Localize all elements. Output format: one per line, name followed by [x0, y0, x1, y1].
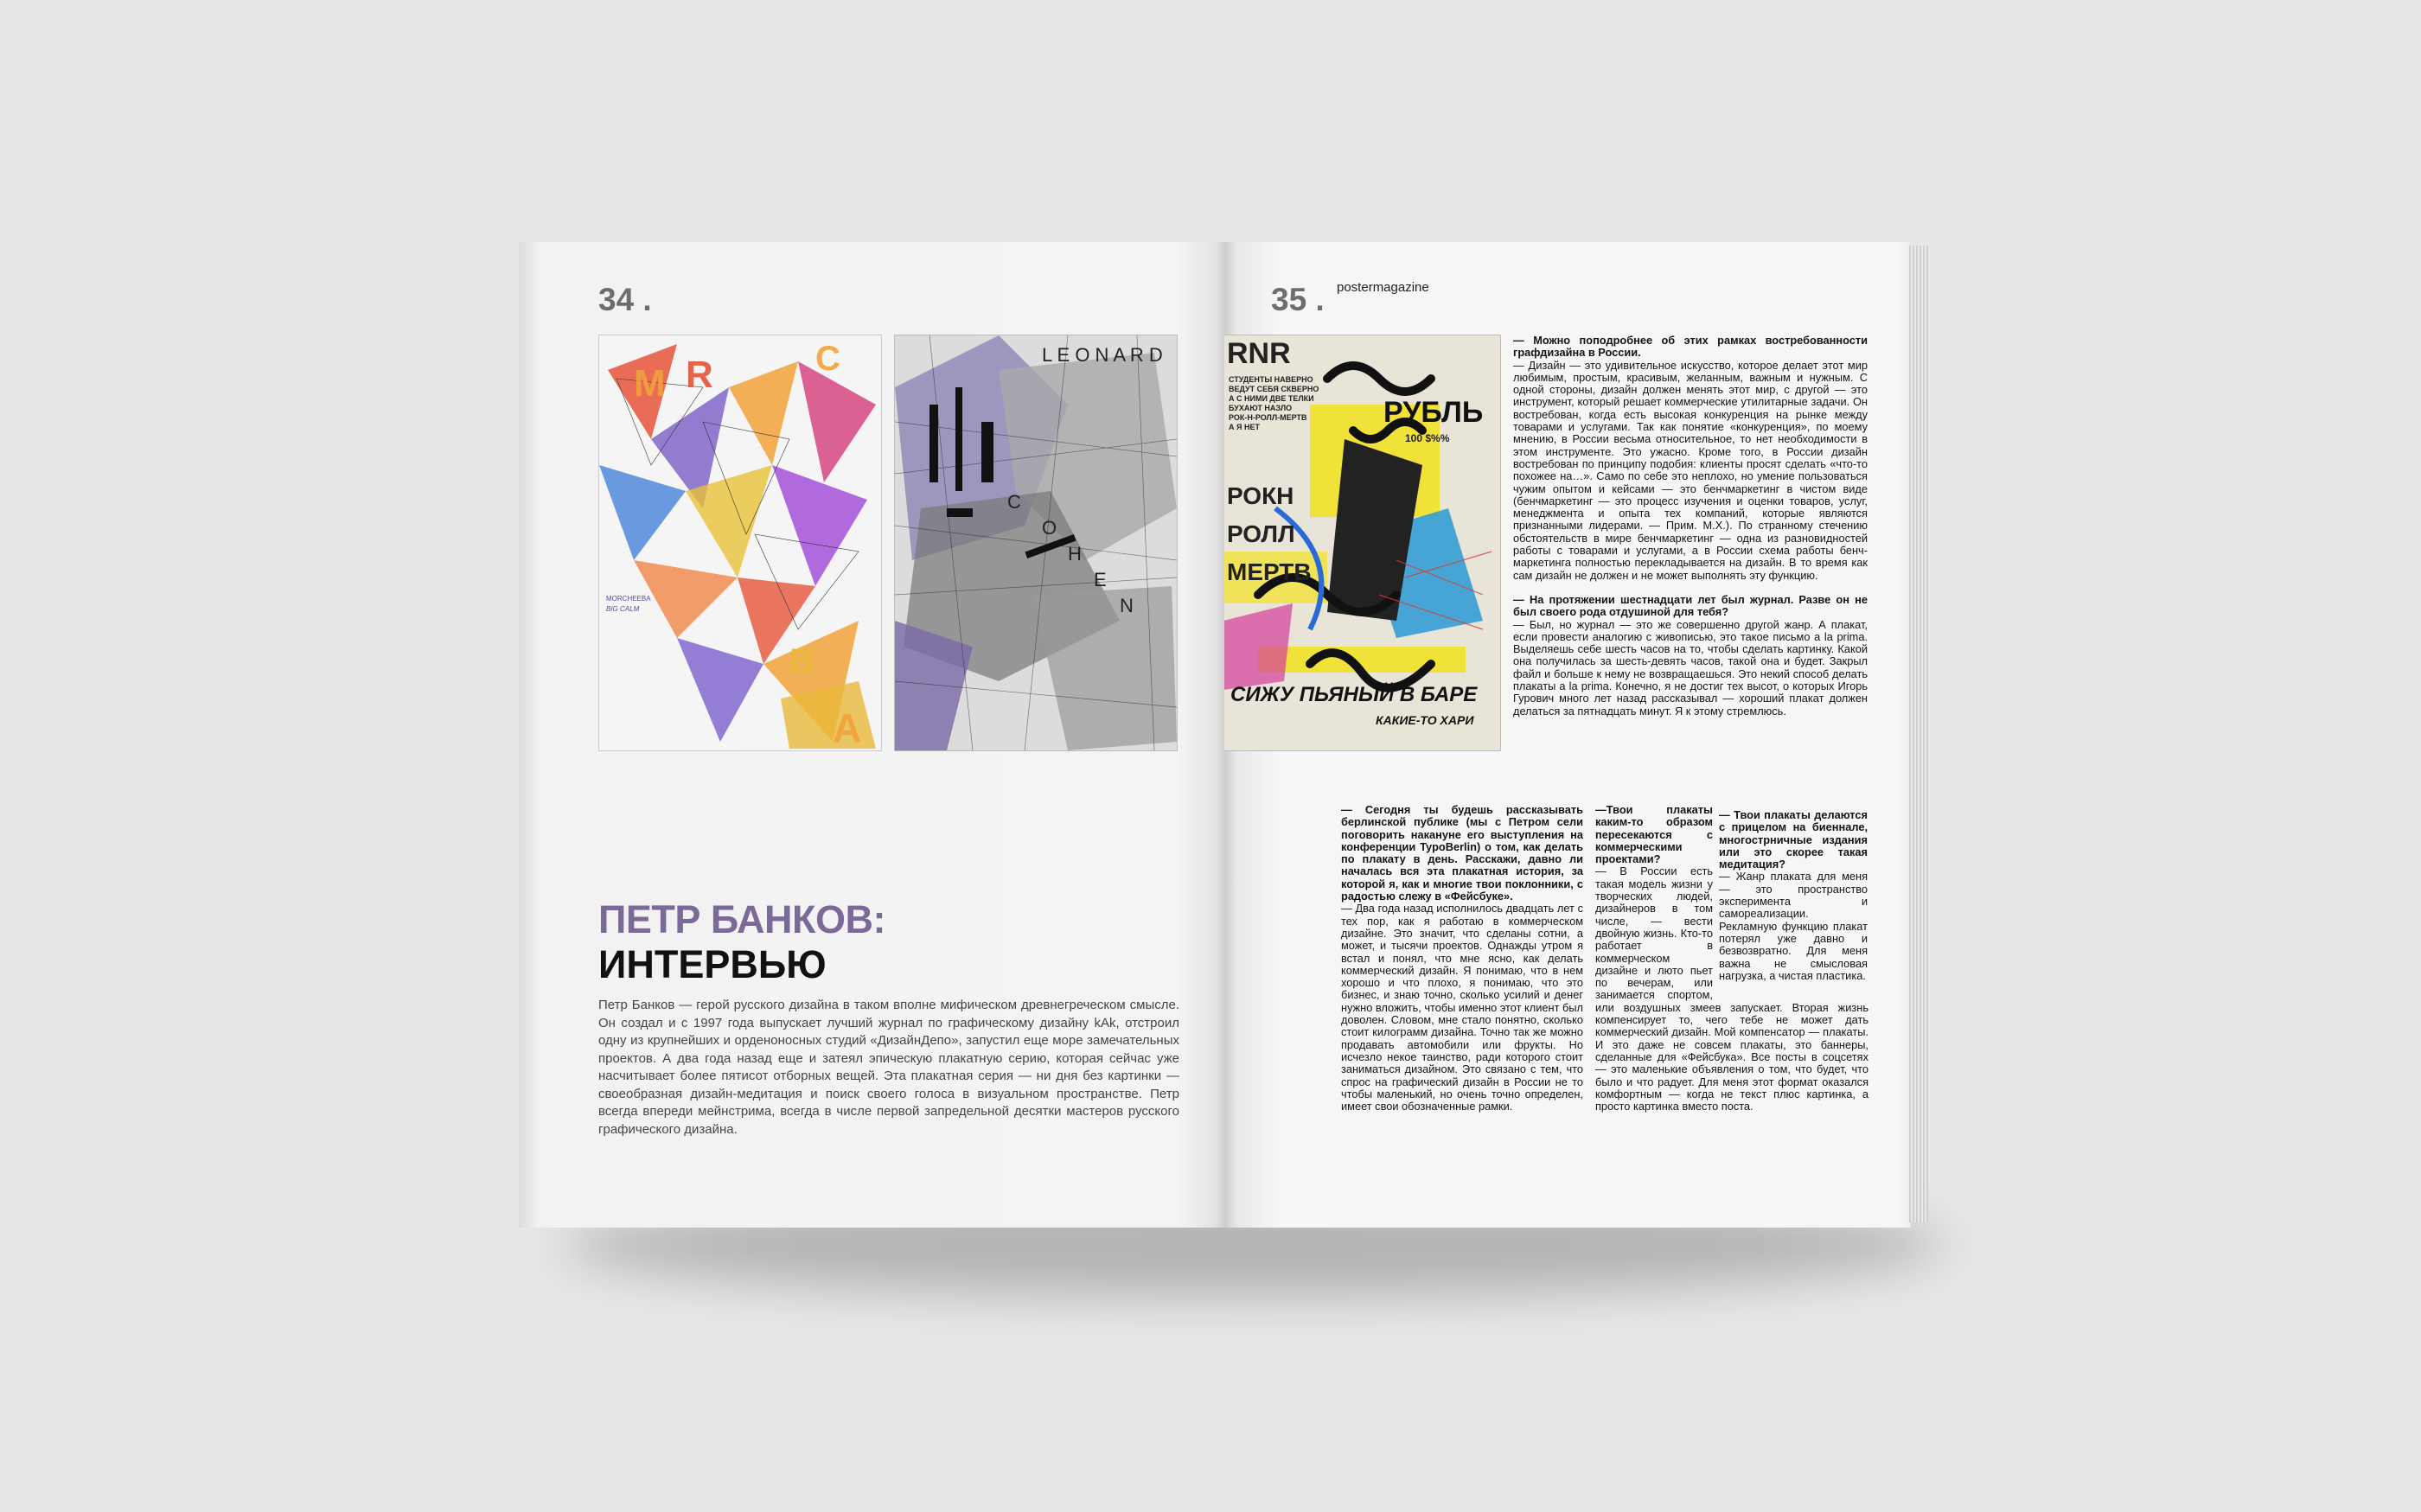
- poster-rubl-bottom2: КАКИЕ-ТО ХАРИ: [1376, 713, 1474, 727]
- page-number-left: 34 .: [598, 282, 652, 317]
- poster-line: ВЕДУТ СЕБЯ СКВЕРНО: [1229, 385, 1319, 393]
- question: —Твои плакаты каким-то образом пересекаются с коммерческими проектами?: [1595, 803, 1713, 866]
- svg-text:N: N: [1120, 595, 1134, 616]
- question: — Сегодня ты будешь рассказывать берлинской публике (мы с Петром сели поговорить накануне его выступления на конференции TypoBerlin) о том, как делать по плакату в день. Расскажи, давно ли началась вся эта плакатная история, за которой я, как и многие твои поклонники, с радостью слежу в «Фейсбуке».: [1341, 803, 1583, 903]
- svg-text:C: C: [815, 340, 840, 378]
- poster-rubl-bottom: СИЖУ ПЬЯНЫЙ В БАРЕ: [1230, 683, 1478, 706]
- poster-rubl-rnr: RNR: [1227, 337, 1291, 370]
- answer: — Дизайн — это удивительное искусство, которое делает этот мир любимым, простым, красивым, желанным, важным и нужным. С одной стороны, дизайн должен менять этот мир, с другой — это инструмент, который решает коммерческие утилитарные задачи. Он востребован, когда есть высокая конкуренция на рынке между товарами и услугами. Так как понятие «конкуренция», по моему мнению, в России весьма относительное, то нет необходимости в этом инструменте. Это ужасно. Кроме того, в России дизайн востребован по принципу подобия: клиенты просят сделать «что-то похожее на…». Само по себе это неплохо, но умение пользоваться чужим опытом и кейсами — это бенчмаркетинг в чистом виде (бенчмаркетинг — это процесс изучения и оценки товаров, услуг, менеджмента и опыта тех компаний, которые являются признанными лидерами. — Прим. М.Х.). По странному стечению обстоятельств в мире бенчмаркетинг — одна из разновидностей работы с товарами и услугами, а в России схема работы бенч-маркетинга полностью перекладывается на дизайн. В то время как сам дизайн не должен и не может выполнять эту функцию.: [1513, 358, 1868, 582]
- poster-rubl-title: РУБЛЬ: [1383, 396, 1484, 429]
- poster-line: РОК-Н-РОЛЛ-МЕРТВ: [1229, 413, 1307, 422]
- svg-text:L E O N A R D: L E O N A R D: [1042, 344, 1163, 366]
- svg-text:R: R: [686, 354, 713, 396]
- question: — Твои плакаты делаются с прицелом на биеннале, многострничные издания или это скорее такая медитация?: [1719, 808, 1868, 871]
- article-title-line2: ИНТЕРВЬЮ: [598, 942, 827, 986]
- article-intro: Петр Банков — герой русского дизайна в таком вполне мифическом древнегреческом смысле. Он создал и с 1997 года выпускает лучший журнал по графическому дизайну kAk, отстроил одну из крупнейших и орденоносных студий «ДизайнДепо», запустил еще море замечательных проектов. А два года назад еще и затеял эпическую плакатную серию, которая сейчас уже насчитывает более пятисот отборных вещей. Эта плакатная серия — ни дня без картинки — своеобразная дизайн-медитация и поиск своего голоса в визуальном пространстве. Петр всегда впереди мейнстрима, всегда в числе первой запредельной десятки мастеров русского графического дизайна.: [598, 998, 1179, 1137]
- poster-line: БУХАЮТ НАЗЛО: [1229, 404, 1293, 412]
- poster-line: А Я НЕТ: [1229, 423, 1260, 431]
- answer: — В России есть такая модель жизни у творческих людей, дизайнеров в том числе, — вести двойную жизнь. Кто-то работает в коммерческом дизайне и люто пьет по вечерам, или занимается спортом, или воздушных змеев запускает. Вторая жизнь компенсирует то, чего тебе не может дать коммерческий дизайн. Мой компенсатор — плакаты. И это даже не совсем плакаты, это баннеры, сделанные для «Фейсбука». Все посты в соцсетях — это маленькие объявления о том, что будет, что было и что радует. Для меня этот формат оказался комфортным — когда не текст плюс картинка, а просто картинка вместо поста.: [1595, 864, 1868, 1113]
- magazine-name: postermagazine: [1337, 280, 1429, 295]
- page-edges: [1909, 246, 1928, 1222]
- poster-cohen-art: [895, 335, 1177, 750]
- svg-text:B: B: [789, 642, 814, 680]
- svg-text:O: O: [1042, 517, 1057, 539]
- poster-rubl-roll: РОЛЛ: [1227, 520, 1295, 547]
- answer: — Два года назад исполнилось двадцать лет с тех пор, как я работаю в коммерческом дизайне. Это значит, что сделаны сотни, а может, и тысячи проектов. Однажды утром я встал и понял, что мне ясно, как делать коммерческий дизайн. Я понимаю, что в нем хорошо и что плохо, я понимаю, что это бизнес, и знаю точно, сколько усилий и денег нужно вложить, чтобы именно этот клиент был доволен. Словом, мне стало понятно, сколько стоит килограмм дизайна. Точно так же можно продавать автомобили или фрукты. Но исчезло некое таинство, ради которого стоит заниматься дизайном. Это связано с тем, что спрос на графический дизайн в России не то чтобы маленький, но очень точно определен, имеет свои обозначенные рамки.: [1341, 902, 1583, 1113]
- poster-rubl-mertv: МЕРТВ: [1227, 558, 1312, 585]
- question: — Можно поподробнее об этих рамках востребованности графдизайна в России.: [1513, 334, 1868, 360]
- right-page: [1224, 242, 1911, 1228]
- svg-text:A: A: [833, 705, 862, 750]
- poster-leonard-cohen: [894, 335, 1178, 751]
- poster-line: А С НИМИ ДВЕ ТЕЛКИ: [1229, 394, 1314, 403]
- poster-rubl-sub: 100 $%%: [1405, 432, 1450, 444]
- article-title-line1: ПЕТР БАНКОВ:: [598, 897, 885, 941]
- page-number-right: 35 .: [1271, 282, 1325, 317]
- poster-rubl: [1224, 335, 1501, 751]
- svg-text:E: E: [1094, 569, 1107, 590]
- poster-morcheeba-text1: MORCHEEBA: [606, 595, 651, 603]
- text-column-c: [1719, 809, 1868, 982]
- answer: — Был, но журнал — это же совершенно другой жанр. А плакат, если провести аналогию с живописью, это такое письмо a la prima. Выделяешь себе шесть часов на то, чтобы сделать картинку. Какой она получилась за шесть-девять часов, такой она и будет. Закрыл файл и больше к нему не возвращаешься. Это некий способ делать плакаты a la prima. Конечно, я не достиг тех высот, о которых Игорь Гурович много лет назад рассказывал — хороший плакат должен делаться за пятнадцать минут. Я к этому стремлюсь.: [1513, 617, 1868, 718]
- svg-text:M: M: [634, 362, 666, 405]
- magazine-spread: [519, 242, 1926, 1228]
- text-column-top-right: [1513, 335, 1868, 718]
- poster-rubl-lines: [1229, 375, 1332, 432]
- poster-rubl-rokn: РОКН: [1227, 482, 1294, 509]
- poster-line: СТУДЕНТЫ НАВЕРНО: [1229, 375, 1313, 384]
- answer: — Жанр плаката для меня — это пространство экспериментa и самореализации. Рекламную функцию плакат потерял уже давно и безвозвратно. Для меня важна не смысловая нагрузка, а чистая пластика.: [1719, 870, 1868, 982]
- text-column-a: [1341, 804, 1583, 1113]
- svg-text:C: C: [1007, 491, 1021, 513]
- poster-morcheeba-art: [599, 335, 881, 750]
- question: — На протяжении шестнадцати лет был журнал. Разве он не был своего рода отдушиной для тебя?: [1513, 592, 1868, 619]
- left-page: [519, 242, 1224, 1228]
- svg-text:H: H: [1068, 543, 1082, 565]
- poster-morcheeba-text2: BIG CALM: [606, 605, 640, 613]
- poster-morcheeba: [598, 335, 882, 751]
